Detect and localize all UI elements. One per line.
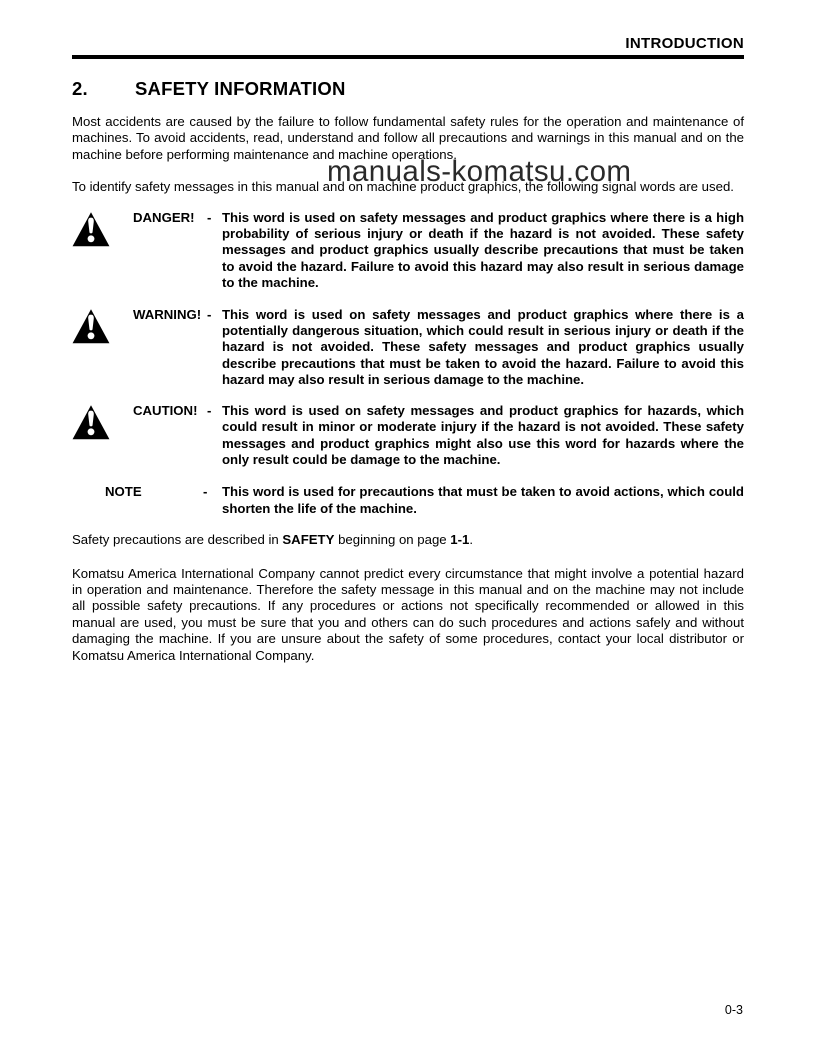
- signal-row-danger: [72, 210, 744, 292]
- warning-triangle-icon: [72, 210, 133, 292]
- signal-dash: -: [207, 306, 212, 322]
- safety-ref-mid: beginning on page: [334, 532, 451, 548]
- signal-row-note: [72, 484, 744, 517]
- warning-triangle-icon: [72, 403, 133, 469]
- signal-word-label: NOTE: [105, 484, 142, 500]
- page-header: [72, 0, 744, 59]
- closing-paragraph: Komatsu America International Company cannot predict every circumstance that might involve a potential hazard in operation and maintenance. Therefore the safety message in this manual and on the machine may not include all possible safety precautions. If any procedures or actions not specifically recommended or allowed in this manual are used, you must be sure that you and others can do such procedures and actions safely and without damaging the machine. If you are unsure about the safety of some procedures, contact your local distributor or Komatsu America International Company.: [72, 565, 744, 663]
- intro-paragraph: Most accidents are caused by the failure to follow fundamental safety rules for the operation and maintenance of machines. To avoid accidents, read, understand and follow all precautions and warnings in this manual and on the machine before performing maintenance and machine operations.: [72, 114, 744, 162]
- safety-ref-bold-safety: SAFETY: [282, 532, 335, 548]
- section-number: 2.: [72, 78, 88, 99]
- signal-dash: -: [207, 402, 212, 418]
- signal-row-warning: [72, 307, 744, 389]
- signal-dash: -: [203, 484, 208, 500]
- safety-ref-pre: Safety precautions are described in: [72, 532, 283, 548]
- safety-ref-page-ref: 1-1: [450, 532, 470, 548]
- signal-word-text: This word is used on safety messages and product graphics where there is a high probability of serious injury or death if the hazard is not avoided. These safety messages and product graphics usually describe precautions that must be taken to avoid the hazard. Failure to avoid this hazard may also result in serious damage to the machine.: [222, 209, 744, 291]
- watermark: manuals-komatsu.com: [327, 155, 632, 188]
- page-number: 0-3: [724, 1003, 743, 1017]
- safety-ref-post: .: [469, 532, 474, 548]
- note-indent-spacer: [72, 484, 105, 517]
- warning-triangle-icon: [72, 307, 133, 389]
- safety-reference-line: [72, 532, 744, 548]
- signal-word-label: CAUTION!: [133, 402, 198, 418]
- signal-word-label: WARNING!: [133, 306, 202, 322]
- signal-dash: -: [207, 209, 212, 225]
- signal-word-text: This word is used for precautions that must be taken to avoid actions, which could shorten the life of the machine.: [222, 484, 744, 516]
- header-title: INTRODUCTION: [625, 35, 744, 52]
- signal-word-text: This word is used on safety messages and product graphics for hazards, which could result in minor or moderate injury if the hazard is not avoided. These safety messages and product graphics might also use this word for hazards where the only result could be damage to the machine.: [222, 402, 744, 467]
- section-title: SAFETY INFORMATION: [135, 78, 346, 99]
- signal-word-label: DANGER!: [133, 209, 195, 225]
- signal-row-caution: [72, 403, 744, 469]
- section-heading: [72, 78, 744, 100]
- signal-word-text: This word is used on safety messages and product graphics where there is a potentially dangerous situation, which could result in serious injury or death if the hazard is not avoided. These safety messages and product graphics usually describe precautions that must be taken to avoid the hazard. Failure to avoid this hazard may also result in serious damage to the machine.: [222, 306, 744, 388]
- signal-words-intro: To identify safety messages in this manual and on machine product graphics, the following signal words are used.: [72, 179, 734, 195]
